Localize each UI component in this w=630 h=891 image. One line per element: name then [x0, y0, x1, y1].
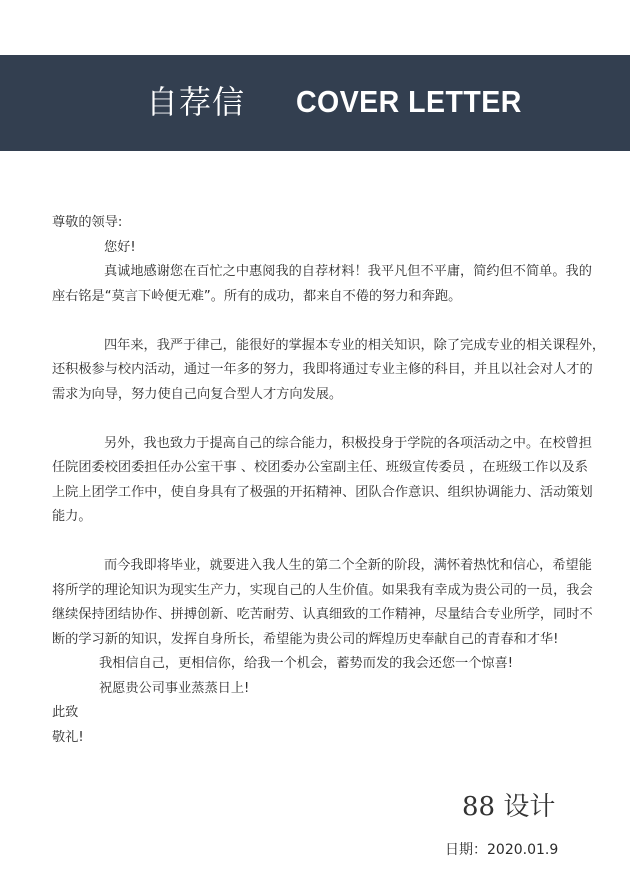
closing-jing-li: 敬礼!: [52, 729, 84, 745]
paragraph-2-line-1: 四年来，我严于律己，能很好的掌握本专业的相关知识，除了完成专业的相关课程外，: [104, 337, 606, 353]
paragraph-5: 我相信自己，更相信你，给我一个机会，蓄势而发的我会还您一个惊喜!: [99, 656, 514, 671]
paragraph-1-line-2: 座右铭是“莫言下岭便无难”。所有的成功，都来自不倦的努力和奔跑。: [52, 288, 462, 304]
paragraph-4-line-3: 继续保持团结协作、拼搏创新、吃苦耐劳、认真细致的工作精神，尽量结合专业所学，同时不: [52, 607, 593, 622]
spacer: [52, 309, 582, 334]
paragraph-4-line-4: 断的学习新的知识，发挥自身所长，希望能为贵公司的辉煌历史奉献自己的青春和才华!: [52, 631, 559, 647]
spacer: [52, 407, 582, 432]
closing-ci-zhi: 此致: [52, 705, 79, 720]
title-chinese: 自荐信: [146, 83, 246, 121]
paragraph-4-line-2: 将所学的理论知识为现实生产力，实现自己的人生价值。如果我有幸成为贵公司的一员，我会: [52, 582, 593, 598]
paragraph-4-line-1: 而今我即将毕业，就要进入我人生的第二个全新的阶段，满怀着热忱和信心，希望能: [104, 558, 592, 573]
signature: 88 设计: [462, 792, 556, 822]
paragraph-3-line-2: 任院团委校团委担任办公室干事 、校团委办公室副主任、班级宣传委员 ，在班级工作以及系: [52, 460, 588, 475]
letter-body: [52, 211, 606, 750]
paragraph-2-line-2: 还积极参与校内活动，通过一年多的努力，我即将通过专业主修的科目，并且以社会对人才的: [52, 362, 593, 377]
paragraph-3-line-1: 另外，我也致力于提高自己的综合能力，积极投身于学院的各项活动之中。在校曾担: [104, 435, 592, 451]
greeting: 您好!: [104, 239, 136, 255]
date: 日期：2020.01.9: [445, 842, 559, 858]
paragraph-3-line-4: 能力。: [52, 509, 92, 524]
paragraph-6: 祝愿贵公司事业蒸蒸日上!: [99, 680, 250, 696]
salutation: 尊敬的领导:: [52, 215, 123, 230]
paragraph-2-line-3: 需求为向导，努力使自己向复合型人才方向发展。: [52, 386, 343, 402]
paragraph-3-line-3: 上院上团学工作中，使自身具有了极强的开拓精神、团队合作意识、组织协调能力、活动策划: [52, 484, 593, 500]
title-english: COVER LETTER: [296, 84, 522, 119]
spacer: [52, 530, 582, 555]
paragraph-1-line-1: 真诚地感谢您在百忙之中惠阅我的自荐材料！我平凡但不平庸，简约但不简单。我的: [104, 264, 592, 279]
